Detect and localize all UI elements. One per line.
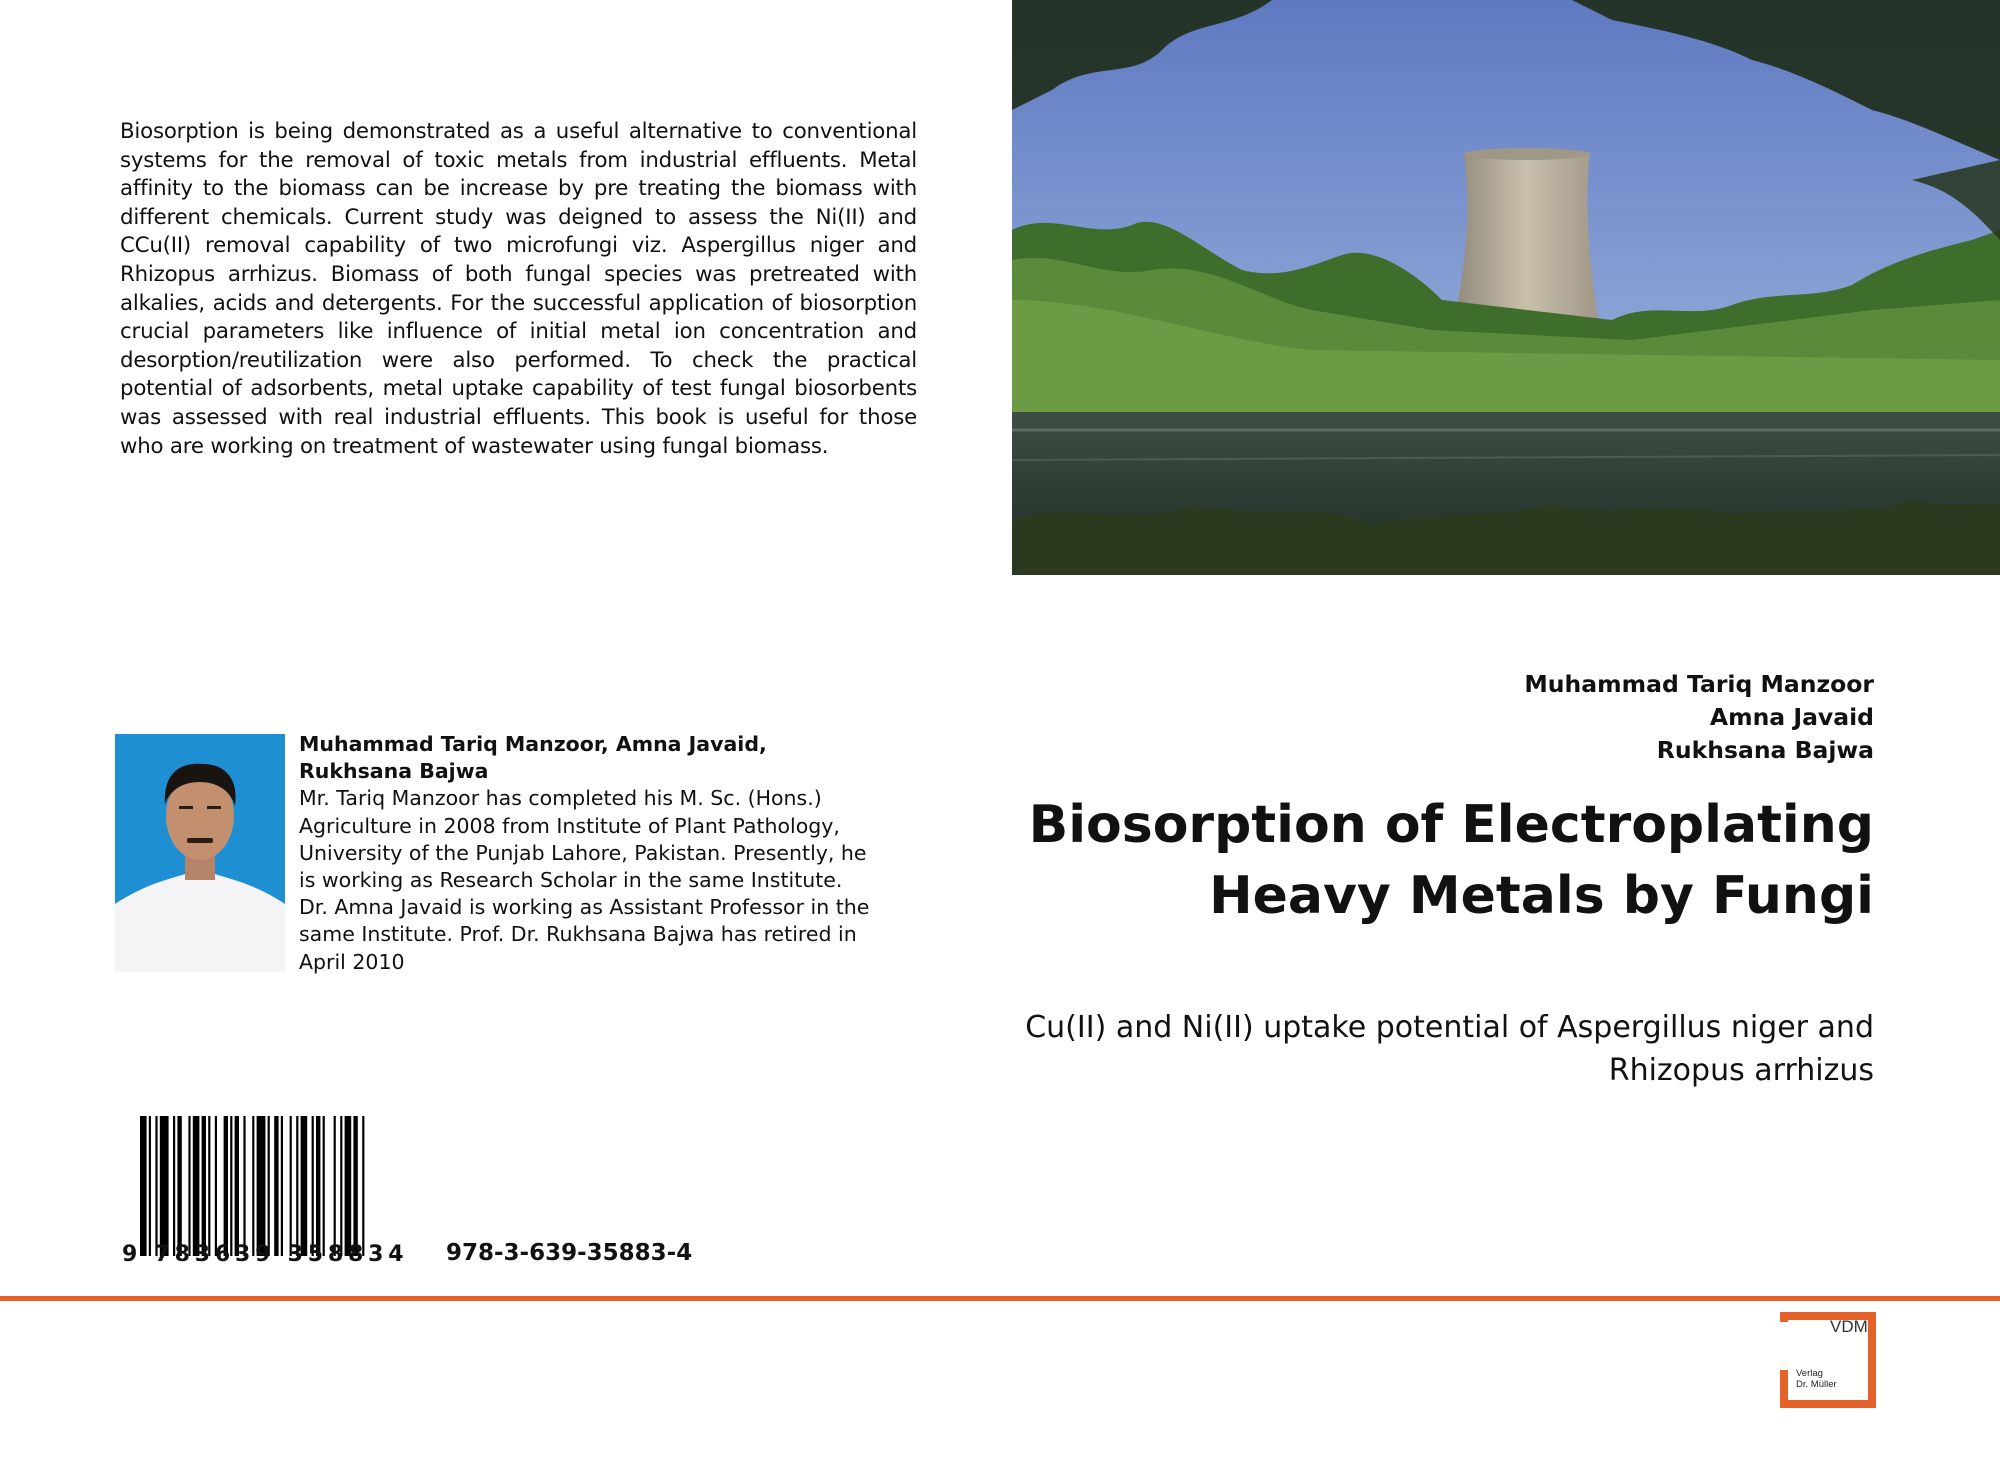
isbn-number: 978-3-639-35883-4: [446, 1240, 693, 1266]
logo-brand: VDM: [1830, 1317, 1868, 1336]
barcode-bar: [193, 1116, 200, 1256]
barcode-bar: [362, 1116, 364, 1256]
barcode-bar: [155, 1116, 157, 1256]
barcode-bar: [160, 1116, 169, 1256]
cover-photo: [1012, 0, 2000, 575]
author-photo: [115, 734, 285, 972]
publisher-logo: [1780, 1312, 1878, 1408]
barcode-bar: [230, 1116, 232, 1256]
back-cover-blurb: Biosorption is being demonstrated as a useful alternative to conventional systems for the removal of toxic metals from industrial effluents. Metal affinity to the biomass can be increase by pre treating the biomass with different chemicals. Current study was deigned to assess the Ni(II) and CCu(II) removal capability of two microfungi viz. Aspergillus niger and Rhizopus arrhizus. Biomass of both fungal species was pretreated with alkalies, acids and detergents. For the successful application of biosorption crucial parameters like influence of initial metal ion concentration and desorption/reutilization were also performed. To check the practical potential of adsorbents, metal uptake capability of test fungal biosorbents was assessed with real industrial effluents. This book is useful for those who are working on treatment of wastewater using fungal biomass.: [120, 119, 917, 459]
barcode-bar: [252, 1116, 254, 1256]
barcode-bar: [140, 1116, 147, 1256]
barcode-bar: [215, 1116, 217, 1256]
author-names: Muhammad Tariq Manzoor, Amna Javaid, Rukhsana Bajwa: [299, 732, 767, 784]
front-authors: [1524, 668, 1874, 767]
logo-line-2: Dr. Müller: [1796, 1379, 1837, 1390]
barcode-bar: [235, 1116, 239, 1256]
barcode-bar: [173, 1116, 175, 1256]
barcode-bar: [243, 1116, 245, 1256]
barcode-bar: [224, 1116, 228, 1256]
barcode-digits: 9 783639 358834: [122, 1242, 409, 1267]
barcode-bar: [177, 1116, 181, 1256]
barcode-bar: [340, 1116, 342, 1256]
front-author-1: Muhammad Tariq Manzoor: [1524, 670, 1874, 698]
book-subtitle: Cu(II) and Ni(II) uptake potential of Aspergillus niger and Rhizopus arrhizus: [1025, 1010, 1874, 1088]
author-bio-block: [299, 731, 871, 976]
front-author-3: Rukhsana Bajwa: [1656, 736, 1874, 764]
barcode-bar: [268, 1116, 270, 1256]
barcode-bar: [202, 1116, 206, 1256]
barcode-bar: [323, 1116, 325, 1256]
book-title: Biosorption of Electroplating Heavy Metals by Fungi: [1028, 795, 1874, 926]
barcode-bar: [301, 1116, 308, 1256]
barcode-bar: [281, 1116, 283, 1256]
barcode-bar: [345, 1116, 352, 1256]
barcode-bar: [312, 1116, 314, 1256]
barcode-bar: [316, 1116, 320, 1256]
barcode-bar: [353, 1116, 357, 1256]
barcode-bar: [334, 1116, 336, 1256]
logo-publisher-name: [1796, 1368, 1866, 1390]
orange-divider: [0, 1296, 2000, 1301]
barcode-bar: [208, 1116, 210, 1256]
front-author-2: Amna Javaid: [1709, 703, 1874, 731]
barcode-bar: [149, 1116, 151, 1256]
barcode: [140, 1116, 420, 1256]
barcode-bar: [296, 1116, 298, 1256]
barcode-bar: [274, 1116, 278, 1256]
author-bio-text: Mr. Tariq Manzoor has completed his M. Sc. (Hons.) Agriculture in 2008 from Institute of Plant Pathology, University of the Punjab Lahore, Pakistan. Presently, he is working as Research Scholar in the same Institute. Dr. Amna Javaid is working as Assistant Professor in the same Institute. Prof. Dr. Rukhsana Bajwa has retired in April 2010: [299, 786, 870, 974]
barcode-bar: [290, 1116, 292, 1256]
logo-line-1: Verlag: [1796, 1368, 1823, 1379]
barcode-bar: [257, 1116, 266, 1256]
barcode-bar: [188, 1116, 190, 1256]
